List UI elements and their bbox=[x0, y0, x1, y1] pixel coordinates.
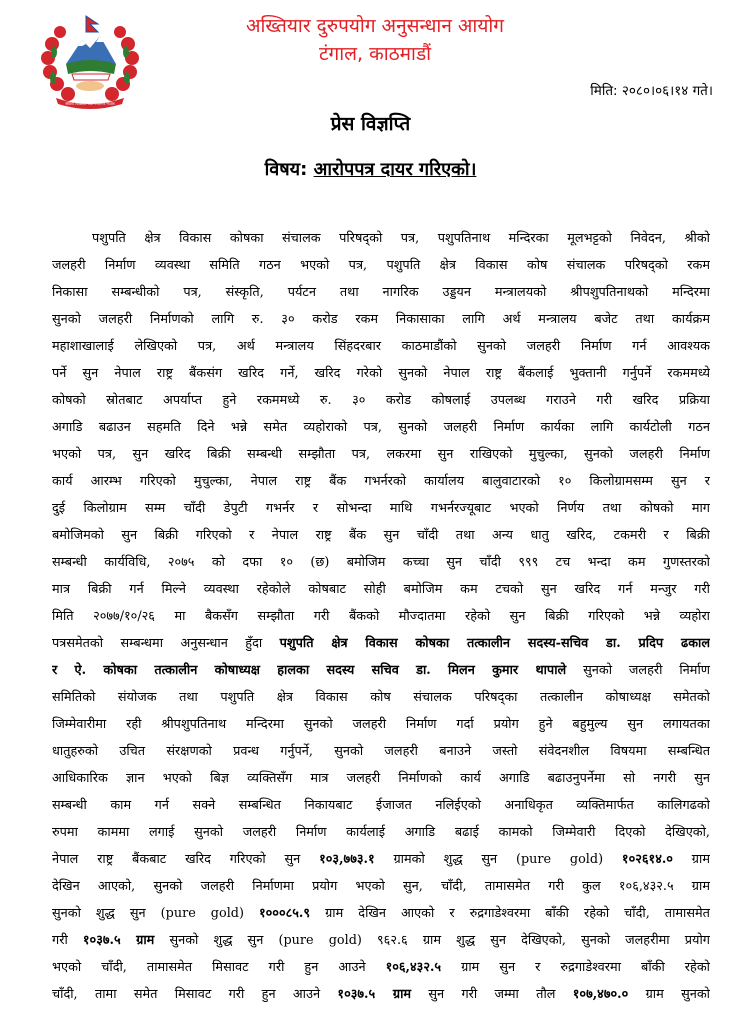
body-text-segment: सुनको शुद्ध सुन (pure gold) bbox=[52, 906, 259, 921]
nepal-emblem-logo bbox=[38, 14, 142, 110]
body-text-segment: गरी bbox=[52, 933, 83, 948]
body-line bbox=[52, 387, 710, 414]
body-line bbox=[52, 765, 710, 792]
body-line bbox=[52, 279, 710, 306]
body-text-segment: भएको चाँदी, तामासमेत मिसावट गरी हुन आउने bbox=[52, 960, 386, 975]
body-text-segment: रुपमा काममा लगाई सुनको जलहरी निर्माण कार्यलाई अगाडि बढाई कामको जिम्मेवारी दिएको देखिएको, bbox=[52, 825, 710, 840]
body-text-segment: मिति २०७७/१०/२६ मा बैकसँग सम्झौता गरी बैंकको मौज्दातमा रहेको सुन बिक्री गरिएको भन्ने व्यहोरा bbox=[52, 609, 710, 624]
body-text-segment: सुनको शुद्ध सुन (pure gold) ९६२.६ ग्राम शुद्ध सुन देखिएको, सुनको जलहरीमा प्रयोग bbox=[154, 933, 710, 948]
body-text-segment: नेपाल राष्ट्र बैंकबाट खरिद गरिएको सुन bbox=[52, 852, 320, 867]
body-text-segment: ग्राम सुन र रुद्रगाडेश्वरमा बाँकी रहेको bbox=[441, 960, 710, 975]
body-text-segment: भएको पत्र, सुन खरिद बिक्री सम्बन्धी सम्झौता पत्र, लकरमा सुन राखिएको मुचुल्का, सुनको जलहरी निर्माण bbox=[52, 447, 710, 462]
body-bold-text: पशुपति क्षेत्र विकास कोषका तत्कालीन सदस्य-सचिव डा. प्रदिप ढकाल bbox=[279, 636, 710, 651]
body-text-segment: निकासा सम्बन्धीको पत्र, संस्कृति, पर्यटन तथा नागरिक उड्डयन मन्त्रालयको श्रीपशुपतिनाथको मन्दिरमा bbox=[52, 285, 710, 300]
body-bold-text: १०३७.५ ग्राम bbox=[82, 933, 155, 948]
body-bold-text: र ऐ. कोषका तत्कालीन कोषाध्यक्ष हालका सदस्य सचिव डा. मिलन कुमार थापाले bbox=[52, 663, 567, 678]
body-text-segment: बमोजिमको सुन बिक्री गरिएको र नेपाल राष्ट्र बैंक सुन चाँदी तथा अन्य धातु खरिद, टकमरी र बिक्री bbox=[52, 528, 710, 543]
date: मिति: २०८०।०६।१४ गते। bbox=[590, 83, 713, 99]
body-line bbox=[52, 360, 710, 387]
body-text-segment: सम्बन्धी काम गर्न सक्ने सम्बन्धित निकायबाट ईजाजत नलिईएको अनाधिकृत व्यक्तिमार्फत कालिगढको bbox=[52, 798, 710, 813]
body-line bbox=[52, 684, 710, 711]
body-line bbox=[52, 630, 710, 657]
body-text-segment: सुन गरी जम्मा तौल bbox=[411, 987, 573, 1002]
body-text-segment: चाँदी, तामा समेत मिसावट गरी हुन आउने bbox=[52, 987, 338, 1002]
body-line bbox=[52, 657, 710, 684]
body-line bbox=[52, 900, 710, 927]
body-line bbox=[52, 252, 710, 279]
emblem-ribbon-text: संघीय लोकतान्त्रिक गणतन्त्र नेपाल bbox=[65, 101, 115, 106]
flag bbox=[86, 16, 98, 32]
body-bold-text: १०७,४७०.० bbox=[572, 987, 629, 1002]
body-line bbox=[52, 414, 710, 441]
body-bold-text: १०००८५.९ bbox=[259, 906, 311, 921]
body-line bbox=[52, 441, 710, 468]
body-text-segment: पर्ने सुन नेपाल राष्ट्र बैंकसंग खरिद गर्ने, खरिद गरेको सुनको नेपाल राष्ट्र बैंकलाई भुक्तानी गर्नुपर्ने रकममध्ये bbox=[52, 366, 710, 381]
body-line bbox=[52, 792, 710, 819]
body-text-segment: धातुहरुको उचित संरक्षणको प्रवन्ध गर्नुपर्ने, सुनको जलहरी बनाउने जस्तो संवेदनशील विषयमा सम्बन्धित bbox=[52, 744, 710, 759]
organization-name: अख्तियार दुरुपयोग अनुसन्धान आयोग bbox=[246, 15, 504, 37]
body-line bbox=[52, 711, 710, 738]
body-text-segment: ग्राम देखिन आएको र रुद्रगाडेश्वरमा बाँकी रहेको चाँदी, तामासमेत bbox=[310, 906, 710, 921]
body-line bbox=[52, 846, 710, 873]
body-text-segment: ग्रामको शुद्ध सुन (pure gold) bbox=[374, 852, 622, 867]
body-text-segment: सुनको जलहरी निर्माण bbox=[566, 663, 710, 678]
subject-label: विषय: bbox=[264, 159, 308, 180]
mountain bbox=[66, 36, 116, 64]
body-text-segment: दुई किलोग्राम सम्म चाँदी डेपुटी गभर्नर र सोभन्दा माथि गभर्नरज्यूबाट भएको निर्णय तथा कोषको माग bbox=[52, 501, 710, 516]
body-text-segment: मात्र बिक्री गर्न मिल्ने व्यवस्था रहेकोले कोषबाट सोही बमोजिम कम टचको सुन खरिद गर्न मन्जुर गरी bbox=[52, 582, 710, 597]
body-line bbox=[52, 819, 710, 846]
body-text-segment: आधिकारिक ज्ञान भएको बिज्ञ व्यक्तिसँग मात्र जलहरी निर्माणको कार्य अगाडि बढाउनुपर्नेमा सो नगरी सुन bbox=[52, 771, 710, 786]
subject-value: आरोपपत्र दायर गरिएको। bbox=[313, 159, 477, 180]
body-text-segment: पत्रसमेतको सम्बन्धमा अनुसन्धान हुँदा bbox=[52, 636, 280, 651]
body-bold-text: १०२६१४.० bbox=[621, 852, 673, 867]
body-text bbox=[52, 225, 710, 1008]
body-line bbox=[52, 981, 710, 1008]
body-text-segment: सम्बन्धी कार्यविधि, २०७५ को दफा १० (छ) बमोजिम कच्चा सुन चाँदी ९९९ टच भन्दा कम गुणस्तरको bbox=[52, 555, 710, 570]
body-line bbox=[52, 873, 710, 900]
body-line bbox=[52, 522, 710, 549]
body-text-segment: ग्राम bbox=[672, 852, 710, 867]
body-line bbox=[52, 333, 710, 360]
body-text-segment: अगाडि बढाउन सहमति दिने भन्ने समेत व्यहोराको पत्र, सुनको जलहरी निर्माण कार्यका लागि कार्यटोली गठन bbox=[52, 420, 710, 435]
body-bold-text: १०६,४३२.५ bbox=[385, 960, 442, 975]
body-text-segment: ग्राम सुनको bbox=[628, 987, 710, 1002]
body-text-segment: देखिन आएको, सुनको जलहरी निर्माणमा प्रयोग भएको सुन, चाँदी, तामासमेत गरी कुल १०६,४३२.५ ग्राम bbox=[52, 879, 710, 894]
subject-line bbox=[0, 157, 741, 181]
page-title: प्रेस विज्ञप्ति bbox=[330, 113, 411, 135]
body-text-segment: जलहरी निर्माण व्यवस्था समिति गठन भएको पत्र, पशुपति क्षेत्र विकास कोष संचालक परिषद्को रकम bbox=[52, 258, 710, 273]
body-text-segment: सुनको जलहरी निर्माणको लागि रु. ३० करोड रकम निकासाका लागि अर्थ मन्त्रालय बजेट तथा कार्यक्रम bbox=[52, 312, 710, 327]
body-line bbox=[52, 954, 710, 981]
body-line bbox=[52, 576, 710, 603]
body-text-segment: कोषको स्रोतबाट अपर्याप्त हुने रकममध्ये रु. ३० करोड कोषलाई उपलब्ध गराउने गरी खरिद प्रक्रिया bbox=[52, 393, 710, 408]
body-text-segment: जिम्मेवारीमा रही श्रीपशुपतिनाथ मन्दिरमा सुनको जलहरी निर्माण गर्दा प्रयोग हुने बहुमुल्य सुन लगायतका bbox=[52, 717, 710, 732]
body-text-segment: समितिको संयोजक तथा पशुपति क्षेत्र विकास कोष संचालक परिषद्का तत्कालीन कोषाध्यक्ष समेतको bbox=[52, 690, 710, 705]
body-line bbox=[52, 306, 710, 333]
body-text-segment: पशुपति क्षेत्र विकास कोषका संचालक परिषद्को पत्र, पशुपतिनाथ मन्दिरका मूलभट्टको निवेदन, श्रीको bbox=[92, 231, 710, 246]
body-line bbox=[52, 603, 710, 630]
body-line bbox=[52, 927, 710, 954]
body-bold-text: १०३७.५ ग्राम bbox=[337, 987, 412, 1002]
body-bold-text: १०३,७७३.१ bbox=[319, 852, 375, 867]
body-text-segment: कार्य आरम्भ गरिएको मुचुल्का, नेपाल राष्ट्र बैंक गभर्नरको कार्यालय बालुवाटारको १० किलोग्रामसम्म सुन र bbox=[52, 474, 710, 489]
body-line bbox=[52, 225, 710, 252]
body-line bbox=[52, 738, 710, 765]
body-text-segment: महाशाखालाई लेखिएको पत्र, अर्थ मन्त्रालय सिंहदरबार काठमाडौंको सुनको जलहरी निर्माण गर्न आवश्यक bbox=[52, 339, 710, 354]
body-line bbox=[52, 468, 710, 495]
organization-address: टंगाल, काठमाडौं bbox=[318, 43, 432, 65]
body-line bbox=[52, 495, 710, 522]
body-line bbox=[52, 549, 710, 576]
